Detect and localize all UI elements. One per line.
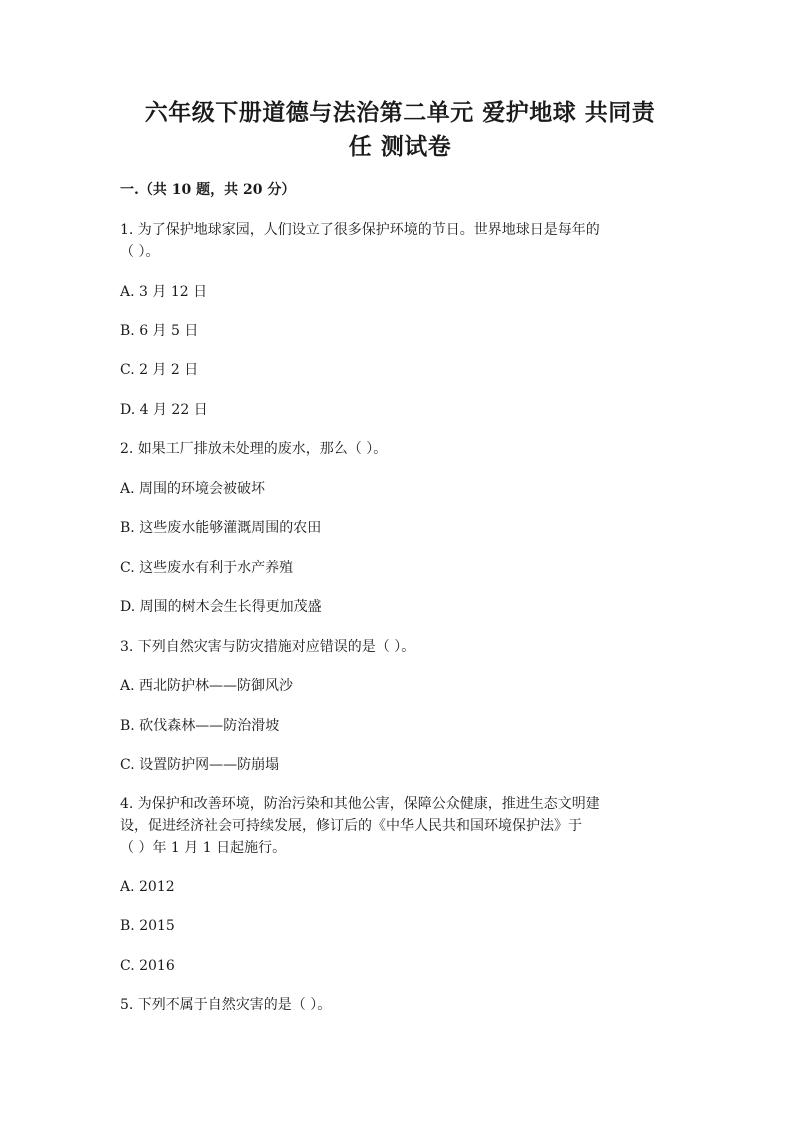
- question-4-option-b[interactable]: B. 2015: [120, 918, 175, 934]
- question-1-option-c[interactable]: C. 2 月 2 日: [120, 362, 199, 378]
- question-2-option-d[interactable]: D. 周围的树木会生长得更加茂盛: [120, 599, 322, 615]
- question-4-stem-line-3: （ ）年 1 月 1 日起施行。: [120, 840, 287, 856]
- question-1-option-d[interactable]: D. 4 月 22 日: [120, 402, 208, 418]
- exam-title-line-1: 六年级下册道德与法治第二单元 爱护地球 共同责: [144, 99, 656, 126]
- question-4-option-c[interactable]: C. 2016: [120, 958, 175, 974]
- question-4-option-a[interactable]: A. 2012: [120, 879, 175, 895]
- question-4-stem-line-2: 设，促进经济社会可持续发展，修订后的《中华人民共和国环境保护法》于: [120, 818, 582, 834]
- question-2-option-b[interactable]: B. 这些废水能够灌溉周围的农田: [120, 520, 322, 536]
- question-1-option-b[interactable]: B. 6 月 5 日: [120, 323, 199, 339]
- question-1-stem-line-1: 1. 为了保护地球家园，人们设立了很多保护环境的节日。世界地球日是每年的: [120, 222, 600, 238]
- question-2-option-c[interactable]: C. 这些废水有利于水产养殖: [120, 560, 294, 576]
- section-header: 一.（共 10 题，共 20 分）: [120, 182, 296, 198]
- question-4-stem-line-1: 4. 为保护和改善环境，防治污染和其他公害，保障公众健康，推进生态文明建: [120, 796, 600, 812]
- question-3-option-c[interactable]: C. 设置防护网——防崩塌: [120, 757, 280, 773]
- question-3-option-b[interactable]: B. 砍伐森林——防治滑坡: [120, 718, 280, 734]
- question-1-option-a[interactable]: A. 3 月 12 日: [120, 284, 208, 300]
- exam-title-line-2: 任 测试卷: [348, 133, 452, 160]
- question-3-stem: 3. 下列自然灾害与防灾措施对应错误的是（ ）。: [120, 639, 416, 655]
- question-3-option-a[interactable]: A. 西北防护林——防御风沙: [120, 678, 294, 694]
- question-1-stem-line-2: （ ）。: [120, 244, 160, 260]
- question-2-stem: 2. 如果工厂排放未处理的废水，那么（ ）。: [120, 441, 388, 457]
- question-2-option-a[interactable]: A. 周围的环境会被破坏: [120, 481, 266, 497]
- question-5-stem: 5. 下列不属于自然灾害的是（ ）。: [120, 997, 332, 1013]
